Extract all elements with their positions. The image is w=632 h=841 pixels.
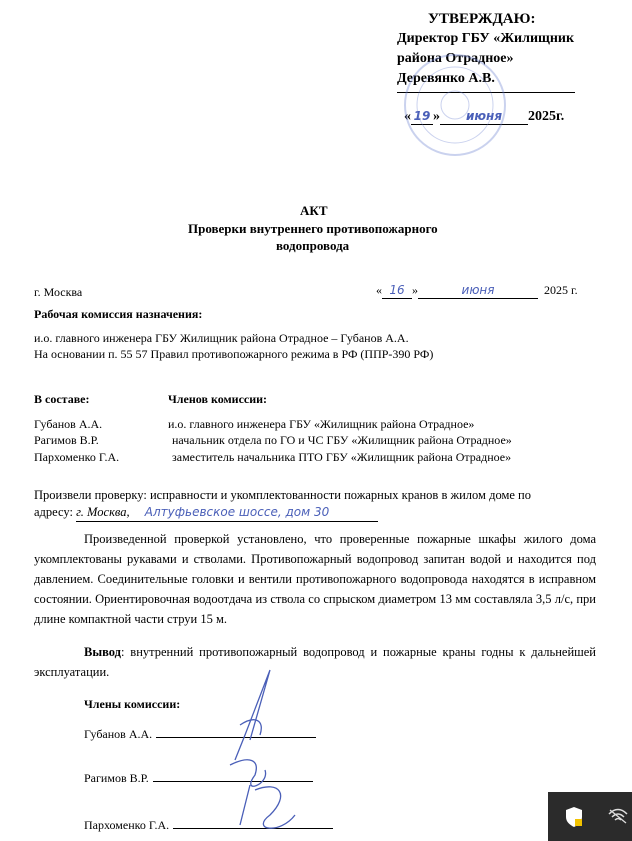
members-label: Членов комиссии: bbox=[168, 392, 268, 406]
stamp-seal-icon bbox=[400, 40, 510, 170]
approval-name: Деревянко А.В. bbox=[397, 71, 495, 86]
address-city: г. Москва, bbox=[76, 505, 130, 519]
composition-label: В составе: bbox=[34, 392, 90, 406]
act-date-day: 16 bbox=[382, 283, 412, 299]
shield-icon[interactable] bbox=[564, 806, 584, 828]
approval-date: « 19 » июня 2025г. bbox=[404, 109, 565, 124]
signature-row: Губанов А.А. bbox=[84, 727, 316, 742]
conclusion: Вывод: внутренний противопожарный водопровод и пожарные краны годны к дальнейшей эксплуатации. bbox=[34, 645, 596, 679]
title-act: АКТ bbox=[300, 203, 328, 218]
member-name: Рагимов В.Р. bbox=[34, 433, 99, 447]
check-address: адресу: г. Москва, Алтуфьевское шоссе, дом 30 bbox=[34, 505, 378, 522]
taskbar-corner bbox=[548, 792, 632, 841]
member-role: заместитель начальника ПТО ГБУ «Жилищник района Отрадное» bbox=[172, 450, 512, 464]
commission-heading: Рабочая комиссия назначения: bbox=[34, 307, 203, 321]
approval-heading: УТВЕРЖДАЮ: bbox=[428, 11, 536, 27]
city: г. Москва bbox=[34, 285, 83, 299]
signature-row: Пархоменко Г.А. bbox=[84, 818, 333, 833]
address-handwritten: Алтуфьевское шоссе, дом 30 bbox=[144, 505, 330, 519]
approval-date-day: 19 bbox=[411, 109, 433, 125]
member-role: начальник отдела по ГО и ЧС ГБУ «Жилищник района Отрадное» bbox=[172, 433, 512, 447]
wifi-icon[interactable] bbox=[608, 808, 628, 824]
commission-line2: На основании п. 55 57 Правил противопожарного режима в РФ (ППР-390 РФ) bbox=[34, 347, 434, 361]
body-paragraph: Произведенной проверкой установлено, что проверенные пожарные шкафы жилого дома укомплектованы рукавами и стволами. Противопожарный водопровод запитан водой и находится под давлением. Соединительные головки и вентили противопожарного водопровода находятся в исправном состоянии. Ориентировочная водоотдача из ствола со спрыском диаметром 13 мм составляла 3,5 л/с, при длине компактной части струи 15 м. bbox=[34, 532, 596, 626]
signature-scribble-icon bbox=[210, 665, 320, 835]
approval-line2: района Отрадное» bbox=[397, 51, 514, 66]
approval-line1: Директор ГБУ «Жилищник bbox=[397, 31, 575, 46]
commission-line1: и.о. главного инженера ГБУ Жилищник района Отрадное – Губанов А.А. bbox=[34, 331, 409, 345]
member-role: и.о. главного инженера ГБУ «Жилищник района Отрадное» bbox=[168, 417, 475, 431]
title-line2: Проверки внутреннего противопожарного bbox=[188, 221, 438, 236]
signature-row: Рагимов В.Р. bbox=[84, 771, 313, 786]
approval-date-month: июня bbox=[440, 109, 528, 125]
act-date: « 16 » июня 2025 г. bbox=[376, 283, 578, 297]
member-name: Губанов А.А. bbox=[34, 417, 103, 431]
check-line1: Произвели проверку: исправности и укомплектованности пожарных кранов в жилом доме по bbox=[34, 488, 531, 502]
act-date-month: июня bbox=[418, 283, 538, 299]
title-line3: водопровода bbox=[276, 238, 350, 253]
member-name: Пархоменко Г.А. bbox=[34, 450, 120, 464]
signatures-heading: Члены комиссии: bbox=[84, 697, 181, 711]
